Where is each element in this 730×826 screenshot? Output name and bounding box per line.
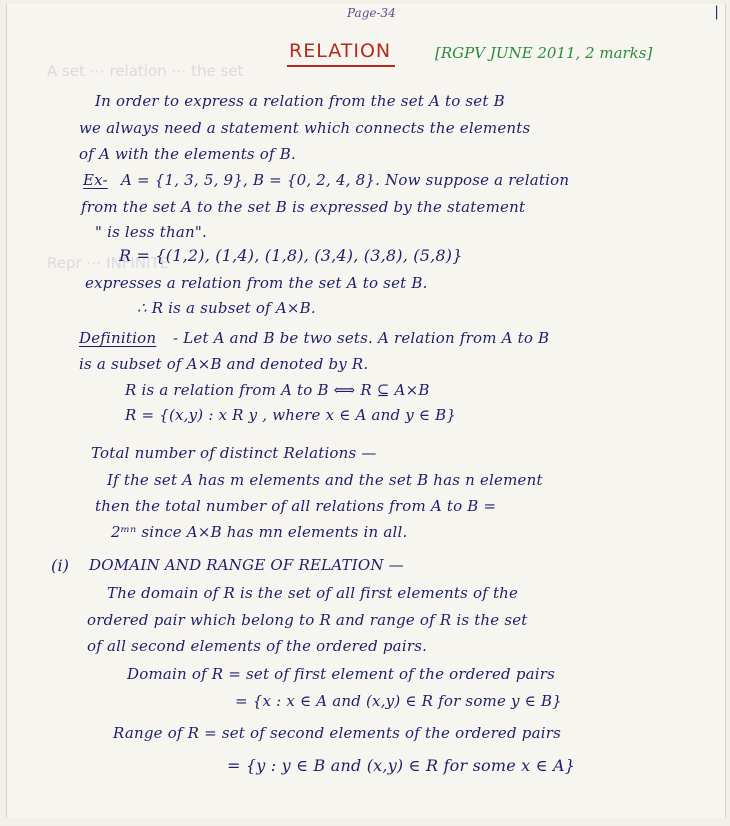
range-definition-line-1: Range of R = set of second elements of the ordered pairs bbox=[113, 724, 561, 742]
total-relations-line-2: then the total number of all relations from A to B = bbox=[95, 497, 497, 515]
title-underline bbox=[287, 65, 395, 67]
range-definition-line-2: = {y : y ∈ B and (x,y) ∈ R for some x ∈ A} bbox=[227, 756, 576, 775]
definition-line-2: is a subset of A×B and denoted by R. bbox=[79, 355, 369, 373]
example-line-2: from the set A to the set B is expressed by the statement bbox=[81, 198, 526, 216]
exam-reference: [RGPV JUNE 2011, 2 marks] bbox=[435, 44, 653, 62]
expresses-line: expresses a relation from the set A to set B. bbox=[85, 274, 428, 292]
bleed-through-decoration: A set ⋯ relation ⋯ the set bbox=[47, 62, 244, 80]
subset-line: ∴ R is a subset of A×B. bbox=[137, 299, 316, 317]
example-label: Ex- bbox=[83, 171, 108, 189]
domain-range-line-1: The domain of R is the set of all first elements of the bbox=[107, 584, 519, 602]
example-line-1: A = {1, 3, 5, 9}, B = {0, 2, 4, 8}. Now suppose a relation bbox=[121, 171, 570, 189]
domain-range-line-3: of all second elements of the ordered pairs. bbox=[87, 637, 428, 655]
total-relations-line-1: If the set A has m elements and the set B has n element bbox=[107, 471, 543, 489]
bleed-through-decoration: Repr ⋯ INFINITE bbox=[47, 254, 170, 272]
handwritten-notes-page bbox=[6, 4, 726, 818]
definition-line-3: R is a relation from A to B ⟺ R ⊆ A×B bbox=[125, 381, 430, 399]
definition-line-1: - Let A and B be two sets. A relation from A to B bbox=[173, 329, 550, 347]
example-line-3: " is less than". bbox=[95, 223, 207, 241]
total-relations-line-3: 2ᵐⁿ since A×B has mn elements in all. bbox=[111, 523, 408, 541]
definition-line-4: R = {(x,y) : x R y , where x ∈ A and y ∈ B} bbox=[125, 406, 457, 424]
definition-label: Definition bbox=[79, 329, 157, 347]
relation-set: R = {(1,2), (1,4), (1,8), (3,4), (3,8), (5,8)} bbox=[119, 246, 463, 265]
intro-line-3: of A with the elements of B. bbox=[79, 145, 296, 163]
intro-line-1: In order to express a relation from the set A to set B bbox=[95, 92, 505, 110]
section-marker: (i) bbox=[51, 556, 70, 575]
page-number: Page-34 bbox=[347, 6, 396, 20]
domain-definition-line-1: Domain of R = set of first element of the ordered pairs bbox=[127, 665, 556, 683]
margin-mark: | bbox=[714, 4, 719, 20]
domain-definition-line-2: = {x : x ∈ A and (x,y) ∈ R for some y ∈ B} bbox=[235, 692, 562, 710]
domain-range-line-2: ordered pair which belong to R and range of R is the set bbox=[87, 611, 528, 629]
page-title: RELATION bbox=[289, 40, 392, 62]
total-relations-heading: Total number of distinct Relations — bbox=[91, 444, 377, 462]
domain-range-heading: DOMAIN AND RANGE OF RELATION — bbox=[89, 556, 404, 574]
intro-line-2: we always need a statement which connects the elements bbox=[79, 119, 531, 137]
